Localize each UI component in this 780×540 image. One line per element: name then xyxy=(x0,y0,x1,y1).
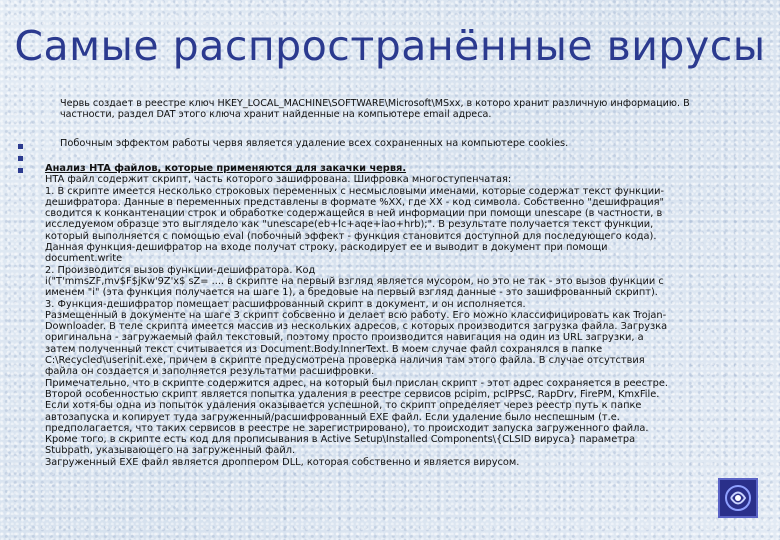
intro-paragraph xyxy=(60,98,710,120)
text-line: Примечательно, что в скрипте содержится адрес, на который был прислан скрипт - этот адрес сохраняется в реестре. xyxy=(45,377,669,389)
cookies-paragraph: Побочным эффектом работы червя является удаление всех сохраненных на компьютере cookies. xyxy=(60,138,569,149)
text-line: дешифратора. Данные в переменных представлены в формате %XX, где XX - код символа. Собственно "дешифрация" xyxy=(45,196,665,208)
text-line: затем полученный текст считывается из Document.Body.InnerText. В моем случае файл сохранялся в папке xyxy=(45,343,603,355)
text-line: HTA файл содержит скрипт, часть которого зашифрована. Шифровка многоступенчатая: xyxy=(45,174,512,186)
text-line: 3. Функция-дешифратор помещает расшифрованный скрипт в документ, и он исполняется. xyxy=(45,298,526,310)
text-line: Кроме того, в скрипте есть код для прописывания в Active Setup\Installed Components\{CLSID вируса} параметра xyxy=(45,434,636,446)
text-line: i("T'mmsZF,mv$F$jKw'9Z'x$ sZ= .... в скрипте на первый взгляд является мусором, но это не так - это вызов функции с xyxy=(45,275,664,287)
text-line: Размещенный в документе на шаге 3 скрипт собсвенно и делает всю работу. Его можно классифицировать как Trojan- xyxy=(45,309,667,321)
text-line: файла он создается и заполняется результатми расшифровки. xyxy=(45,366,375,378)
text-line: Загруженный EXE файл является дроппером DLL, которая собственно и является вирусом. xyxy=(45,456,520,468)
text-line: оригинальна - загружаемый файл текстовый, поэтому просто производится навигация на один из URL загрузки, а xyxy=(45,332,644,344)
text-line: Второй особенностью скрипт является попытка удаления в реестре сервисов pcipim, pcIPPsC, RapDrv, FirePM, KmxFile. xyxy=(45,388,660,400)
section-heading: Анализ HTA файлов, которые применяются для закачки червя. xyxy=(45,163,407,174)
text-line: 1. В скрипте имеется несколько строковых переменных с несмысловыми именами, которые содержат текст функции- xyxy=(45,185,665,197)
text-line: автозапуска и копирует туда загруженный/расшифрованный EXE файл. Если удаление было неспешным (т.е. xyxy=(45,411,620,423)
hta-analysis-paragraph xyxy=(45,163,717,468)
intro-line: частности, раздел DAT этого ключа хранит найденные на компьютере email адреса. xyxy=(60,109,492,120)
text-line: предполагается, что таких сервисов в реестре не зарегистрировано), то происходит запуска загруженного файла. xyxy=(45,422,649,434)
text-line: Данная функция-дешифратор на входе получат строку, раскодирует ее и выводит в документ при помощи xyxy=(45,242,608,254)
text-line: 2. Производится вызов функции-дешифратора. Код xyxy=(45,264,316,276)
logo-swirl-icon xyxy=(723,483,753,513)
text-line: document.write xyxy=(45,253,123,265)
text-line: сводится к конкантенации строк и обработке содержащейся в ней информации при помощи unescape (в частности, в xyxy=(45,208,663,220)
text-line: C:\Recycled\userinit.exe, причем в скрипте предусмотрена проверка наличия там этого файла. В случае отсутствия xyxy=(45,355,645,367)
text-line: Если хотя-бы одна из попыток удаления оказывается успешной, то скрипт определяет через реестр путь к папке xyxy=(45,400,642,412)
slide-title: Самые распространённые вирусы xyxy=(14,22,766,70)
text-line: именем "i" (эта функция получается на шаге 1), а бредовые на первый взгляд данные - это зашифрованный скрипт). xyxy=(45,287,658,299)
text-line: Stubpath, указывающего на загруженный файл. xyxy=(45,445,296,457)
text-line: исследуемом образце это выглядело как "unescape(eb+lc+aqe+iao+hrb);". В результате получается текст функции, xyxy=(45,219,654,231)
bullet-square-icon xyxy=(18,156,23,161)
text-line: который выполняется с помощью eval (побочный эффект - функция становится доступной для последующего кода). xyxy=(45,230,657,242)
intro-line: Червь создает в реестре ключ HKEY_LOCAL_MACHINE\SOFTWARE\Microsoft\MSxx, в которо хранит различную информацию. В xyxy=(60,98,690,109)
bullet-square-icon xyxy=(18,168,23,173)
logo-icon xyxy=(718,478,758,518)
bullet-square-icon xyxy=(18,144,23,149)
text-line: Downloader. В теле скрипта имеется массив из нескольких адресов, с которых производится загрузка файла. Загрузка xyxy=(45,321,668,333)
